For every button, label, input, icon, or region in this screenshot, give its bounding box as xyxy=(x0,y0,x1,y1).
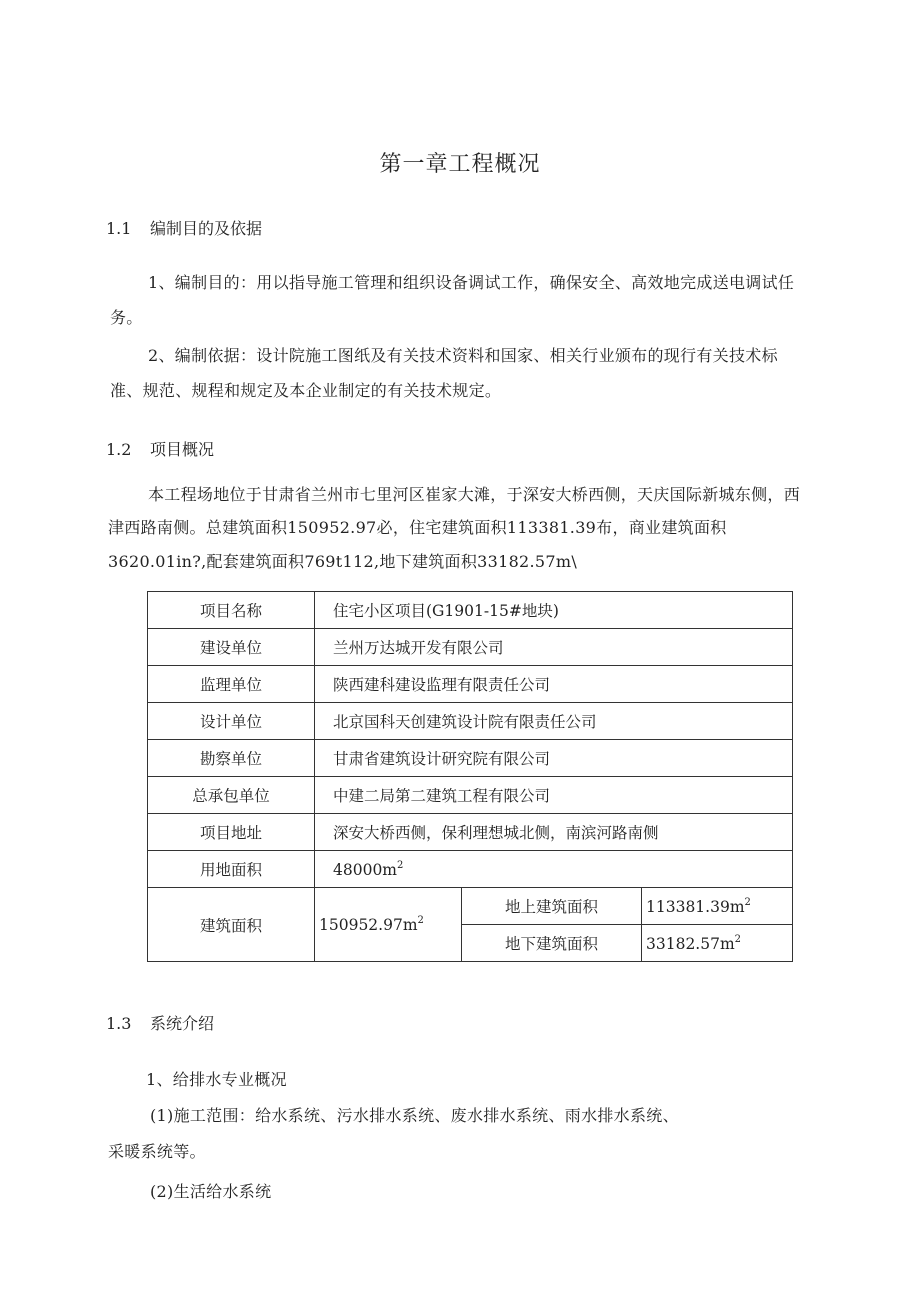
above-ground-area-cell xyxy=(642,888,793,925)
section-number: 1.1 xyxy=(106,219,132,238)
scope-line-1: (1)施工范围：给水系统、污水排水系统、废水排水系统、雨水排水系统、 xyxy=(150,1106,679,1125)
unit-superscript: 2 xyxy=(417,915,424,926)
table-row xyxy=(148,592,793,629)
row-value: 住宅小区项目(G1901-15#地块) xyxy=(315,592,793,629)
table-row xyxy=(148,814,793,851)
above-ground-area-value: 113381.39m xyxy=(646,897,745,916)
row-label: 建筑面积 xyxy=(148,888,315,962)
row-label: 勘察单位 xyxy=(148,740,315,777)
row-label: 用地面积 xyxy=(148,851,315,888)
overview-paragraph-line-2: 津西路南侧。总建筑面积150952.97必，住宅建筑面积113381.39布，商业建筑面积 xyxy=(108,518,727,537)
row-value: 陕西建科建设监理有限责任公司 xyxy=(315,666,793,703)
section-title: 编制目的及依据 xyxy=(150,219,263,238)
table-row xyxy=(148,777,793,814)
land-area-value: 48000m xyxy=(333,860,398,879)
section-heading-1-2 xyxy=(106,437,214,460)
purpose-paragraph-line-2: 务。 xyxy=(110,308,143,327)
table-row xyxy=(148,666,793,703)
total-area-value: 150952.97m xyxy=(319,916,418,934)
row-value: 兰州万达城开发有限公司 xyxy=(315,629,793,666)
project-info-table xyxy=(147,591,793,962)
unit-superscript: 2 xyxy=(734,933,742,945)
section-title: 项目概况 xyxy=(150,440,215,459)
basis-paragraph-line-1: 2、编制依据：设计院施工图纸及有关技术资料和国家、相关行业颁布的现行有关技术标 xyxy=(148,346,778,365)
row-label: 项目名称 xyxy=(148,592,315,629)
overview-paragraph-line-3: 3620.01in?,配套建筑面积769t112,地下建筑面积33182.57m\ xyxy=(108,552,578,571)
row-value xyxy=(315,851,793,888)
row-label: 监理单位 xyxy=(148,666,315,703)
section-heading-1-1 xyxy=(106,216,262,239)
row-label: 设计单位 xyxy=(148,703,315,740)
table-row xyxy=(148,740,793,777)
row-label: 建设单位 xyxy=(148,629,315,666)
table-row xyxy=(148,851,793,888)
domestic-water-heading: (2)生活给水系统 xyxy=(150,1182,272,1201)
overview-paragraph-line-1: 本工程场地位于甘肃省兰州市七里河区崔家大滩，于深安大桥西侧，天庆国际新城东侧，西 xyxy=(148,485,801,504)
below-ground-area-label: 地下建筑面积 xyxy=(462,925,642,962)
water-supply-heading: 1、给排水专业概况 xyxy=(146,1070,287,1089)
below-ground-area-value: 33182.57m xyxy=(646,934,735,953)
unit-superscript: 2 xyxy=(744,896,751,908)
row-value: 北京国科天创建筑设计院有限责任公司 xyxy=(315,703,793,740)
section-title: 系统介绍 xyxy=(150,1014,215,1033)
table-row xyxy=(148,629,793,666)
table-row xyxy=(148,888,793,925)
below-ground-area-cell xyxy=(642,925,793,962)
section-number: 1.3 xyxy=(106,1014,132,1033)
table-row xyxy=(148,703,793,740)
row-label: 总承包单位 xyxy=(148,777,315,814)
page-title: 第一章工程概况 xyxy=(379,152,541,177)
row-value xyxy=(315,888,462,962)
row-value: 甘肃省建筑设计研究院有限公司 xyxy=(315,740,793,777)
purpose-paragraph-line-1: 1、编制目的：用以指导施工管理和组织设备调试工作，确保安全、高效地完成送电调试任 xyxy=(148,273,795,292)
above-ground-area-label: 地上建筑面积 xyxy=(462,888,642,925)
scope-line-2: 采暖系统等。 xyxy=(108,1142,206,1161)
row-value: 深安大桥西侧，保利理想城北侧，南滨河路南侧 xyxy=(315,814,793,851)
section-number: 1.2 xyxy=(106,440,132,459)
row-label: 项目地址 xyxy=(148,814,315,851)
basis-paragraph-line-2: 准、规范、规程和规定及本企业制定的有关技术规定。 xyxy=(110,381,502,400)
row-value: 中建二局第二建筑工程有限公司 xyxy=(315,777,793,814)
section-heading-1-3 xyxy=(106,1011,214,1034)
unit-superscript: 2 xyxy=(397,859,404,871)
